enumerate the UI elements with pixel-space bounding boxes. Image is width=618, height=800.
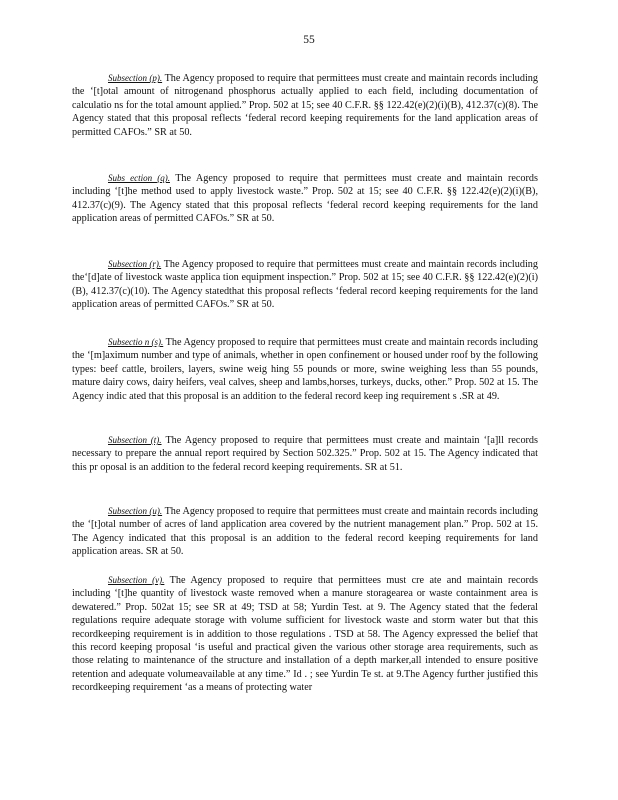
- paragraph-subsection-q: [72, 172, 538, 226]
- subsection-heading: Subs ection (q).: [108, 173, 170, 183]
- subsection-heading: Subsection (p).: [108, 73, 163, 83]
- subsection-heading: Subsection (r).: [108, 259, 162, 269]
- paragraph-subsection-s: [72, 336, 538, 403]
- paragraph-subsection-r: [72, 258, 538, 312]
- paragraph-text: The Agency proposed to require that permittees must create and maintain records including the ‘[m]aximum number and type of animals, whether in open confinement or housed under roof by the following types: beef cattle, broilers, layers, swine weig hing 55 pounds or more, swine weighing less than 55 pounds, mature dairy cows, dairy heifers, veal calves, sheep and lambs,horses, turkeys, ducks, other.” Prop. 502 at 15. The Agency indic ated that this proposal is an addition to the federal record keep ing requirement s .SR at 49.: [72, 337, 538, 402]
- paragraph-text: The Agency proposed to require that permittees must create and maintain records including the ‘[t]otal number of acres of land application area covered by the nutrient management plan.” Prop. 502 at 15. The Agency indicated that this proposal is an addition to the federal record keeping requirements for land application areas. SR at 50.: [72, 506, 538, 558]
- paragraph-subsection-u: [72, 505, 538, 559]
- paragraph-text: The Agency proposed to require that permittees must create and maintain records including the ‘[t]otal amount of nitrogenand phosphorus actually applied to each field, including documentation of calculatio ns for the total amount applied.” Prop. 502 at 15; see 40 C.F.R. §§ 122.42(e)(2)(i)(B), 412.37(c)(8). The Agency stated that this proposal reflects ‘federal record keeping requirements for the land application areas of permitted CAFOs.” SR at 50.: [72, 73, 538, 138]
- paragraph-text: The Agency proposed to require that permittees must create and maintain ‘[a]ll records necessary to prepare the annual report required by Section 502.325.” Prop. 502 at 15. The Agency indicated that this pr oposal is an addition to the federal record keeping requirements. SR at 51.: [72, 435, 538, 473]
- paragraph-subsection-p: [72, 72, 538, 139]
- paragraph-subsection-v: [72, 574, 538, 695]
- subsection-heading: Subsectio n (s).: [108, 337, 164, 347]
- subsection-heading: Subsection (u).: [108, 506, 163, 516]
- paragraph-text: The Agency proposed to require that permittees must cre ate and maintain records including ‘[t]he quantity of livestock waste removed when a manure storagearea or waste containment area is dewatered.” Prop. 502at 15; see SR at 49; TSD at 58; Yurdin Test. at 9. The Agency stated that the federal regulations require adequate storage with volume sufficient for livestock waste and storm water but that this recordkeeping requirement is in addition to those regulations . TSD at 58. The Agency expressed the belief that this record keeping proposal ‘is useful and practical given the various other storage area requirements, such as those relating to maintenance of the structure and installation of a depth marker,all intended to ensure positive retention and adequate volumeavailable at any time.” Id . ; see Yurdin Te st. at 9.The Agency further justified this recordkeeping requirement ‘as a means of protecting water: [72, 575, 538, 694]
- subsection-heading: Subsection (v).: [108, 575, 165, 585]
- paragraph-subsection-t: [72, 434, 538, 474]
- subsection-heading: Subsection (t).: [108, 435, 162, 445]
- page-number: 55: [303, 34, 315, 46]
- paragraph-text: The Agency proposed to require that permittees must create and maintain records including ‘[t]he method used to apply livestock waste.” Prop. 502 at 15; see 40 C.F.R. §§ 122.42(e)(2)(i)(B), 412.37(c)(9). The Agency stated that this proposal reflects ‘federal record keeping requirements for the land application areas of permitted CAFOs.” SR at 50.: [72, 173, 538, 225]
- paragraph-text: The Agency proposed to require that permittees must create and maintain records including the‘[d]ate of livestock waste applica tion equipment inspection.” Prop. 502 at 15; see 40 C.F.R. §§ 122.42(e)(2)(i)(B), 412.37(c)(10). The Agency statedthat this proposal reflects ‘federal record keeping requirements for the land application areas of permitted CAFOs.” SR at 50.: [72, 259, 538, 311]
